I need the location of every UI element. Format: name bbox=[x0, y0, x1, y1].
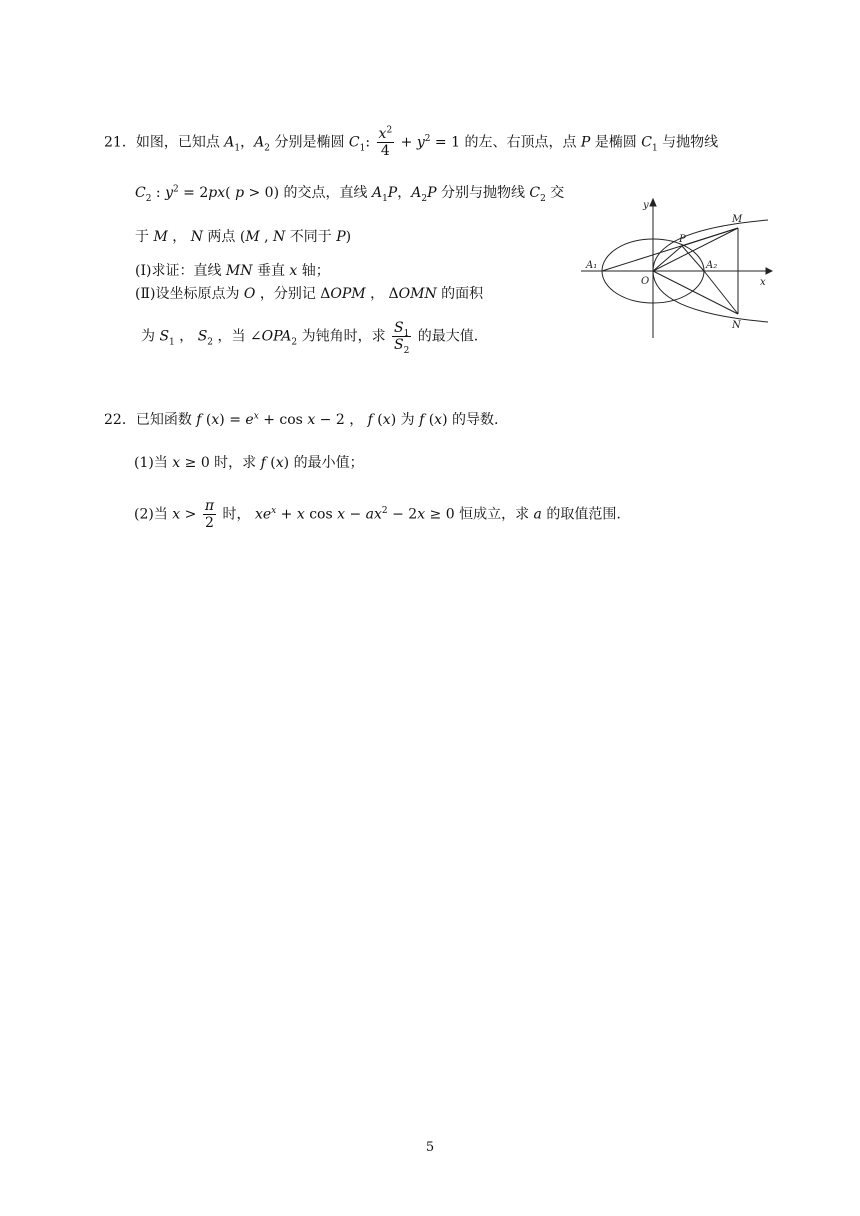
fraction-s1-over-s2: $\frac{S_1}{S_2}$ bbox=[394, 320, 410, 356]
segment-om bbox=[653, 228, 738, 271]
problem-22-part-1: (1)当 x ≥ 0 时，求 f (x) 的最小值； bbox=[134, 455, 364, 471]
problem-22-part-2: (2)当 x > $\frac{\pi}{2}$ 时， $xe^x + x$ $\cos x - ax^2 - 2x \ge 0$ 恒成立，求 a 的取值范围. bbox=[134, 498, 621, 531]
problem-21-line-3: 于 M ， N 两点 (M , N 不同于 P) bbox=[135, 229, 352, 245]
fraction-x2-over-4: $\frac{x^2}{4}$ bbox=[378, 125, 393, 159]
problem-21-part-2: (Ⅱ)设坐标原点为 O ，分别记 ΔOPM ， ΔOMN 的面积 bbox=[135, 286, 484, 302]
ellipse-parabola-figure bbox=[578, 196, 773, 341]
problem-22-intro: 22．已知函数 f $(x) = e^x + \cos x - 2$ ， f (x) 为 f (x) 的导数. bbox=[104, 411, 499, 428]
label-p: P bbox=[679, 234, 686, 245]
label-m: M bbox=[732, 214, 743, 225]
label-y: y bbox=[643, 200, 649, 211]
y-axis-arrow bbox=[650, 199, 656, 206]
problem-21-line-2: $C_2$ : $y^2 = 2px$( p > 0) 的交点，直线 $A_1P$，$A_2P$ 分别与抛物线 $C_2$ 交 bbox=[135, 184, 565, 204]
problem-22-number: 22． bbox=[104, 412, 136, 428]
fraction-pi-over-2: $\frac{\pi}{2}$ bbox=[204, 498, 215, 531]
label-a2: A₂ bbox=[706, 260, 718, 271]
problem-21-line-1: 21．如图，已知点 $A_1$，$A_2$ 分别是椭圆 $C_1$: $\frac{x^2}{4}$ + $y^2 = 1$ 的左、右顶点，点 P 是椭圆 $C_1$ 与抛物线 bbox=[104, 125, 719, 159]
label-o: O bbox=[641, 276, 650, 287]
line-a2-n bbox=[704, 271, 738, 314]
label-a1: A₁ bbox=[586, 260, 598, 271]
problem-21-part-1: (Ⅰ)求证：直线 MN 垂直 x 轴； bbox=[135, 263, 330, 279]
x-axis-arrow bbox=[766, 268, 772, 274]
problem-21-part-2-cont: 为 $S_1$ ， $S_2$ ，当 $\angle OPA_2$ 为钝角时，求 $\frac{S_1}{S_2}$ 的最大值. bbox=[141, 320, 479, 356]
label-x: x bbox=[760, 277, 766, 288]
page-number: 5 bbox=[425, 1140, 435, 1155]
problem-21-number: 21． bbox=[104, 134, 136, 151]
segment-on bbox=[653, 271, 738, 314]
label-n: N bbox=[732, 320, 741, 331]
segment-pm bbox=[682, 228, 738, 246]
